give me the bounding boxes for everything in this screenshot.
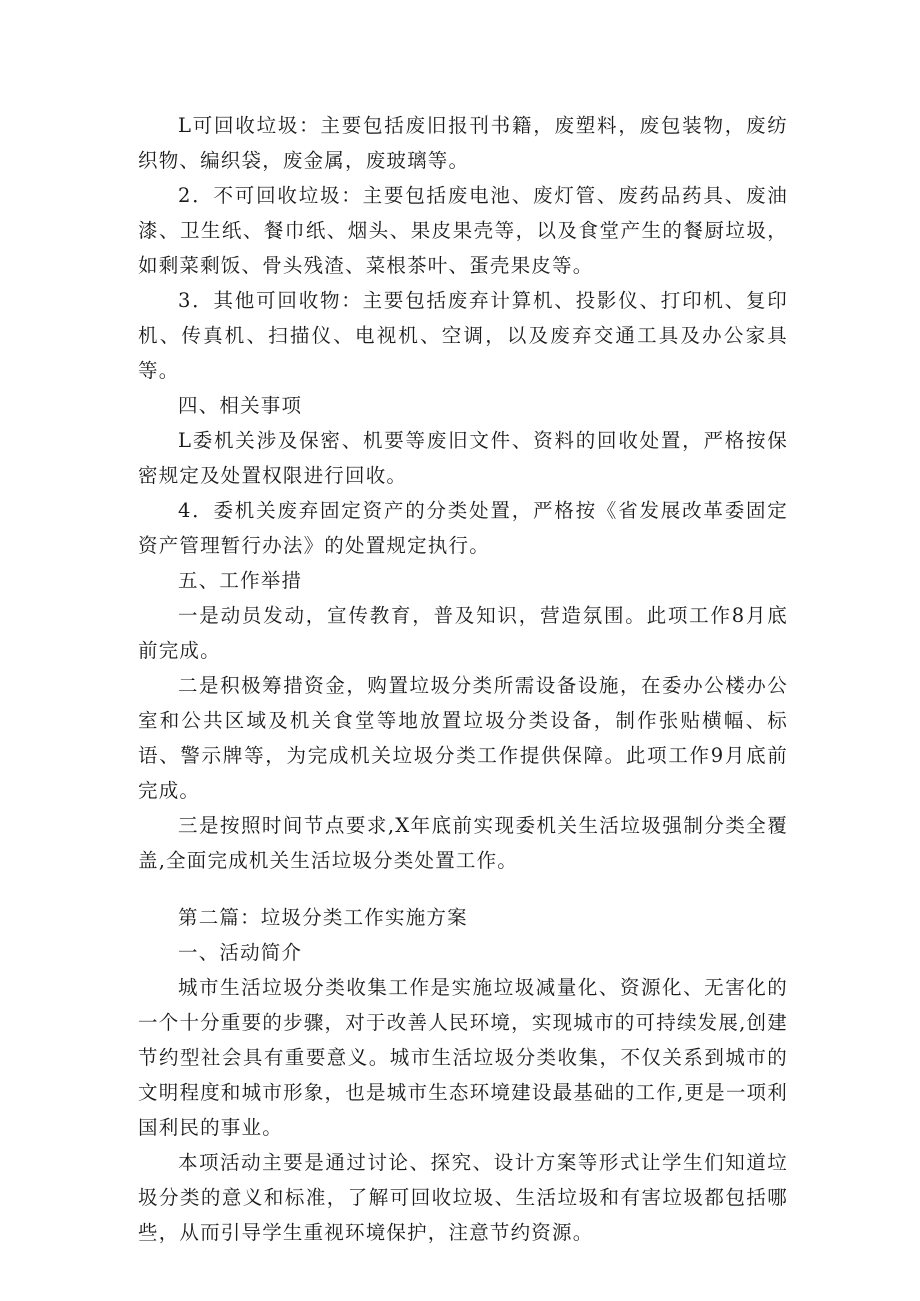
paragraph-measure-one: 一是动员发动，宣传教育，普及知识，营造氛围。此项工作8月底前完成。: [138, 604, 788, 662]
paragraph-recyclable-waste: L可回收垃圾：主要包括废旧报刊书籍，废塑料，废包装物，废纺织物、编织袋，废金属，废玻璃等。: [138, 114, 788, 172]
part-two-title: 第二篇：垃圾分类工作实施方案: [178, 906, 468, 929]
paragraph-fixed-assets: 4．委机关废弃固定资产的分类处置，严格按《省发展改革委固定资产管理暂行办法》的处置规定执行。: [138, 499, 788, 557]
section-heading-work-measures: 五、工作举措: [178, 569, 303, 592]
paragraph-non-recyclable-waste: 2．不可回收垃圾：主要包括废电池、废灯管、废药品药具、废油漆、卫生纸、餐巾纸、烟头、果皮果壳等，以及食堂产生的餐厨垃圾，如剩菜剩饭、骨头残渣、菜根茶叶、蛋壳果皮等。: [138, 184, 788, 277]
paragraph-measure-two: 二是积极筹措资金，购置垃圾分类所需设备设施，在委办公楼办公室和公共区域及机关食堂等地放置垃圾分类设备，制作张贴横幅、标语、警示牌等，为完成机关垃圾分类工作提供保障。此项工作9月底前完成。: [138, 674, 788, 802]
document-body: [138, 108, 788, 1250]
section-heading-activity-intro: 一、活动简介: [178, 941, 303, 964]
paragraph-other-recyclables: 3．其他可回收物：主要包括废弃计算机、投影仪、打印机、复印机、传真机、扫描仪、电视机、空调，以及废弃交通工具及办公家具等。: [138, 289, 788, 382]
paragraph-activity-goal: 本项活动主要是通过讨论、探究、设计方案等形式让学生们知道垃圾分类的意义和标准，了解可回收垃圾、生活垃圾和有害垃圾都包括哪些，从而引导学生重视环境保护，注意节约资源。: [138, 1151, 788, 1244]
paragraph-confidential-documents: L委机关涉及保密、机要等废旧文件、资料的回收处置，严格按保密规定及处置权限进行回收。: [138, 429, 788, 487]
paragraph-measure-three: 三是按照时间节点要求,X年底前实现委机关生活垃圾强制分类全覆盖,全面完成机关生活垃圾分类处置工作。: [138, 814, 788, 872]
section-gap: [138, 878, 788, 900]
paragraph-activity-intro: 城市生活垃圾分类收集工作是实施垃圾减量化、资源化、无害化的一个十分重要的步骤，对于改善人民环境，实现城市的可持续发展,创建节约型社会具有重要意义。城市生活垃圾分类收集，不仅关系到城市的文明程度和城市形象，也是城市生态环境建设最基础的工作,更是一项利国利民的事业。: [138, 976, 788, 1139]
section-heading-related-matters: 四、相关事项: [178, 394, 303, 417]
